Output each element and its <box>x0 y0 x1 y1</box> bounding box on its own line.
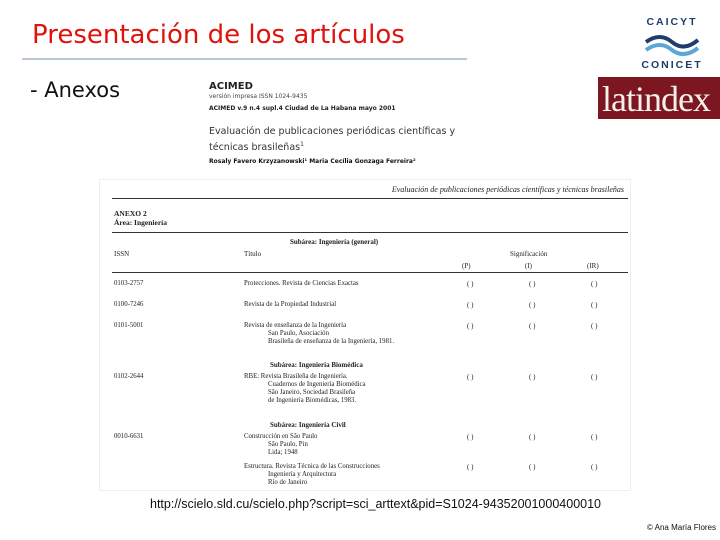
checkbox-ir[interactable]: ( ) <box>591 463 598 471</box>
row-title-line: Brasileña de enseñanza de la Ingeniería, 1981. <box>268 338 395 345</box>
bullet-anexos: - Anexos <box>30 78 121 102</box>
row-issn: 0010-6631 <box>114 433 144 440</box>
checkbox-p[interactable]: ( ) <box>467 463 474 471</box>
latindex-logo-text: latindex <box>602 79 710 119</box>
anexo-number: ANEXO 2 <box>114 209 147 218</box>
row-title: Revista de enseñanza de la Ingeniería <box>244 322 347 329</box>
row-title-line: Lida; 1948 <box>268 449 298 456</box>
checkbox-p[interactable]: ( ) <box>467 433 474 441</box>
source-url-link[interactable]: http://scielo.sld.cu/scielo.php?script=sci_arttext&pid=S1024-94352001000400010 <box>150 497 602 511</box>
checkbox-ir[interactable]: ( ) <box>591 322 598 330</box>
row-title-line: Ingeniería y Arquitectura <box>268 471 337 478</box>
column-header-p: (P) <box>462 262 471 270</box>
checkbox-p[interactable]: ( ) <box>467 280 474 288</box>
caicyt-swoosh-icon <box>642 32 702 58</box>
anexo-area: Área: Ingeniería <box>114 218 167 227</box>
checkbox-i[interactable]: ( ) <box>529 373 536 381</box>
row-title: Estructura. Revista Técnica de las Construcciones <box>244 463 380 470</box>
row-title-line: de Ingeniería Biomédicas, 1983. <box>268 397 357 404</box>
conicet-logo-text: CONICET <box>641 59 703 71</box>
anexo-document <box>100 180 630 490</box>
table-top-rule <box>112 232 628 233</box>
caicyt-conicet-logo <box>632 14 712 72</box>
row-title: Construcción en São Paulo <box>244 433 318 440</box>
acimed-article-title-2: técnicas brasileñas <box>209 142 301 154</box>
column-header-ir: (IR) <box>587 262 599 270</box>
checkbox-ir[interactable]: ( ) <box>591 280 598 288</box>
row-title-line: São Paulo, Pin <box>268 441 308 448</box>
checkbox-ir[interactable]: ( ) <box>591 373 598 381</box>
acimed-title-footnote-mark: 1 <box>300 141 304 148</box>
row-issn: 0101-5001 <box>114 322 144 329</box>
subarea-heading: Subárea: Ingeniería Civil <box>270 421 346 429</box>
row-issn: 0100-7246 <box>114 301 144 308</box>
column-header-issn: ISSN <box>114 250 130 258</box>
anexo-label <box>114 209 167 227</box>
slide-title: Presentación de los artículos <box>32 20 405 50</box>
row-title: RBE: Revista Brasileña de Ingeniería. <box>244 373 348 380</box>
checkbox-ir[interactable]: ( ) <box>591 301 598 309</box>
acimed-issn: versión impresa ISSN 1024-9435 <box>209 93 308 100</box>
acimed-authors: Rosaly Favero Krzyzanowski¹ Maria Cecília Gonzaga Ferreira² <box>209 158 416 165</box>
acimed-issue: ACIMED v.9 n.4 supl.4 Ciudad de La Habana mayo 2001 <box>209 105 396 112</box>
title-underline <box>22 58 467 60</box>
document-running-header: Evaluación de publicaciones periódicas científicas y técnicas brasileñas <box>391 185 624 194</box>
checkbox-i[interactable]: ( ) <box>529 280 536 288</box>
checkbox-i[interactable]: ( ) <box>529 301 536 309</box>
acimed-article-title-2-wrap <box>209 141 304 153</box>
acimed-journal-name: ACIMED <box>209 81 253 92</box>
row-issn: 0103-2757 <box>114 280 144 287</box>
row-title-line: São Janeiro, Sociedad Brasileña <box>268 389 356 396</box>
subarea-heading: Subárea: Ingeniería Biomédica <box>270 361 363 369</box>
checkbox-p[interactable]: ( ) <box>467 373 474 381</box>
table-header-rule <box>112 272 628 273</box>
row-title: Protecciones. Revista de Ciencias Exactas <box>244 280 359 287</box>
checkbox-i[interactable]: ( ) <box>529 322 536 330</box>
subarea-heading: Subárea: Ingeniería (general) <box>290 238 379 246</box>
checkbox-i[interactable]: ( ) <box>529 433 536 441</box>
column-header-title: Título <box>244 250 262 258</box>
checkbox-ir[interactable]: ( ) <box>591 433 598 441</box>
acimed-article-title-1: Evaluación de publicaciones periódicas científicas y <box>209 126 456 137</box>
checkbox-i[interactable]: ( ) <box>529 463 536 471</box>
checkbox-p[interactable]: ( ) <box>467 301 474 309</box>
row-title-line: Río de Janeiro <box>268 479 308 486</box>
row-title-line: Cuadernos de Ingeniería Biomédica <box>268 381 366 388</box>
row-issn: 0102-2644 <box>114 373 144 380</box>
column-header-i: (I) <box>525 262 532 270</box>
latindex-logo <box>598 77 720 119</box>
caicyt-logo-text: CAICYT <box>646 16 698 28</box>
row-title: Revista de la Propiedad Industrial <box>244 301 337 308</box>
row-title-line: San Paulo, Asociación <box>268 330 329 337</box>
checkbox-p[interactable]: ( ) <box>467 322 474 330</box>
document-header-rule <box>112 198 628 199</box>
column-header-significance: Significación <box>510 250 548 258</box>
author-credit: © Ana María Flores <box>646 523 716 532</box>
acimed-article-header <box>207 80 477 170</box>
